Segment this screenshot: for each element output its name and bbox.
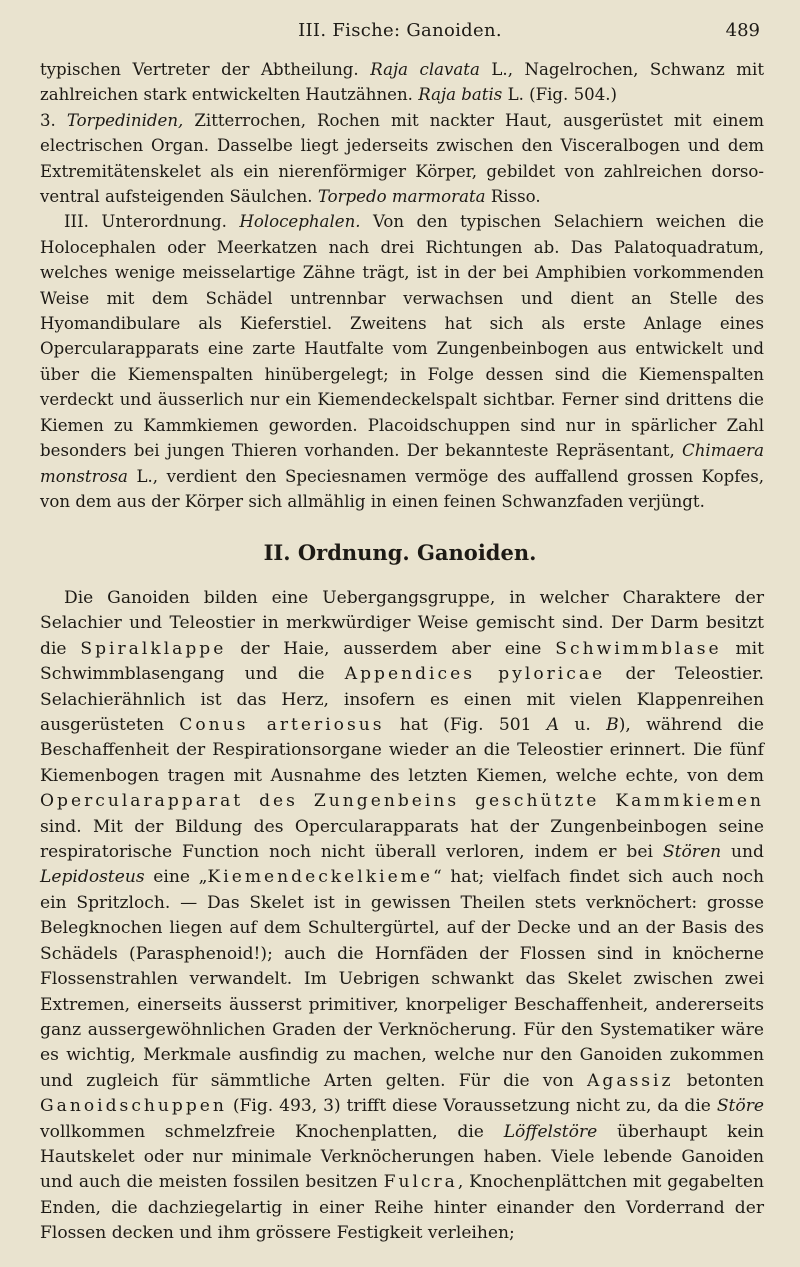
spaced-term: Spiralklappe <box>80 638 227 659</box>
spaced-term: Conus arteriosus <box>179 715 385 736</box>
paragraph-holocephalen: III. Unterordnung. Holocephalen. Von den typischen Selachiern weichen die Holocephalen oder Meerkatzen nach drei Richtungen ab. Das Palatoquadratum, welches wenige meisselartige Zähne trägt, ist in der bei Amphibien vorkommenden Weise mit dem Schädel untrennbar verwachsen und dient an Stelle des Hyomandibulare als Kieferstiel. Zweitens hat sich als erste Anlage eines Opercularapparats eine zarte Hautfalte vom Zungenbeinbogen aus entwickelt und über die Kiemenspalten hinübergelegt; in Folge dessen sind die Kiemenspalten verdeckt und äusserlich nur ein Kiemendeckelspalt sichtbar. Ferner sind drittens die Kiemen zu Kammkiemen geworden. Placoidschuppen sind nur in spärlicher Zahl besonders bei jungen Thieren vorhanden. Der bekannteste Repräsentant, Chimaera monstrosa L., verdient den Speciesnamen vermöge des auffallend grossen Kopfes, von dem aus der Körper sich allmählig in einen feinen Schwanzfaden verjüngt. <box>40 212 764 511</box>
section-heading: II. Ordnung. Ganoiden. <box>263 540 537 565</box>
spaced-term: Opercularapparat des Zungenbeins geschützte Kammkiemen <box>40 791 764 812</box>
spaced-term: Schwimmblase <box>555 638 722 659</box>
taxon-name: Stören <box>662 842 722 863</box>
species-name: Chimaera monstrosa <box>40 441 764 486</box>
text-block-ganoiden <box>40 586 764 1247</box>
species-name: Torpedo marmorata <box>317 187 486 207</box>
paragraph-raja: typischen Vertreter der Abtheilung. Raja clavata L., Nagelrochen, Schwanz mit zahlreichen stark entwickelten Hautzähnen. Raja batis L. (Fig. 504.) <box>40 60 765 105</box>
taxon-name: Lepidosteus <box>40 867 145 888</box>
taxon-name: Löffelstöre <box>503 1121 598 1142</box>
text-block-selachier <box>40 57 764 514</box>
paragraph-torpediniden: 3. Torpediniden, Zitterrochen, Rochen mit nackter Haut, ausgerüstet mit einem electrischen Organ. Dasselbe liegt jederseits zwischen den Visceralbogen und dem Extremitätenskelet als ein nierenförmiger Körper, gebildet von zahlreichen dorso-ventral aufsteigenden Säulchen. Torpedo marmorata Risso. <box>40 110 765 207</box>
figure-label: A <box>546 715 560 736</box>
species-name: Raja clavata <box>370 60 480 79</box>
group-name: Torpediniden, <box>66 110 184 130</box>
group-name: Holocephalen. <box>239 212 361 232</box>
taxon-name: Störe <box>716 1096 764 1117</box>
figure-label: B <box>606 715 619 736</box>
author-name: Agassiz <box>587 1070 674 1091</box>
spaced-term: Appendices pyloricae <box>344 664 606 685</box>
species-name: Raja batis <box>418 85 503 105</box>
page-number: 489 <box>725 20 760 41</box>
spaced-term: Fulcra <box>383 1172 458 1193</box>
spaced-term: Ganoidschuppen <box>40 1096 227 1117</box>
running-title: III. Fische: Ganoiden. <box>298 20 502 41</box>
paragraph-ganoiden: Die Ganoiden bilden eine Uebergangsgruppe, in welcher Charaktere der Selachier und Teleostier in merkwürdiger Weise gemischt sind. Der Darm besitzt die Spiralklappe der Haie, ausserdem aber eine Schwimmblase mit Schwimmblasengang und die Appendices pyloricae der Teleostier. Selachierähnlich ist das Herz, insofern es einen mit vielen Klappenreihen ausgerüsteten Conus arteriosus hat (Fig. 501 A u. B), während die Beschaffenheit der Respirationsorgane wieder an die Teleostier erinnert. Die fünf Kiemenbogen tragen mit Ausnahme des letzten Kiemen, welche echte, von dem Opercularapparat des Zungenbeins geschützte Kammkiemen sind. Mit der Bildung des Opercularapparats hat der Zungenbeinbogen seine respiratorische Function noch nicht überall verloren, indem er bei Stören und Lepidosteus eine „Kiemendeckelkieme“ hat; vielfach findet sich auch noch ein Spritzloch. — Das Skelet ist in gewissen Theilen stets verknöchert: grosse Belegknochen liegen auf dem Schultergürtel, auf der Decke und an der Basis des Schädels (Parasphenoid!); auch die Hornfäden der Flossen sind in knöcherne Flossenstrahlen verwandelt. Im Uebrigen schwankt das Skelet zwischen zwei Extremen, einerseits äusserst primitiver, knorpeliger Beschaffenheit, andererseits ganz aussergewöhnlichen Graden der Verknöcherung. Für den Systematiker wäre es wichtig, Merkmale ausfindig zu machen, welche nur den Ganoiden zukommen und zugleich für sämmtliche Arten gelten. Für die von Agassiz betonten Ganoidschuppen (Fig. 493, 3) trifft diese Voraussetzung nicht zu, da die Störe vollkommen schmelzfreie Knochenplatten, die Löffelstöre überhaupt kein Hautskelet oder nur minimale Verknöcherungen haben. Viele lebende Ganoiden und auch die meisten fossilen besitzen Fulcra, Knochenplättchen mit gegabelten Enden, die dachziegelartig in einer Reihe hinter einander den Vorderrand der Flossen decken und ihm grössere Festigkeit verleihen; <box>40 588 764 1244</box>
spaced-term: Kiemendeckelkieme <box>207 867 434 888</box>
page-header <box>0 20 800 46</box>
